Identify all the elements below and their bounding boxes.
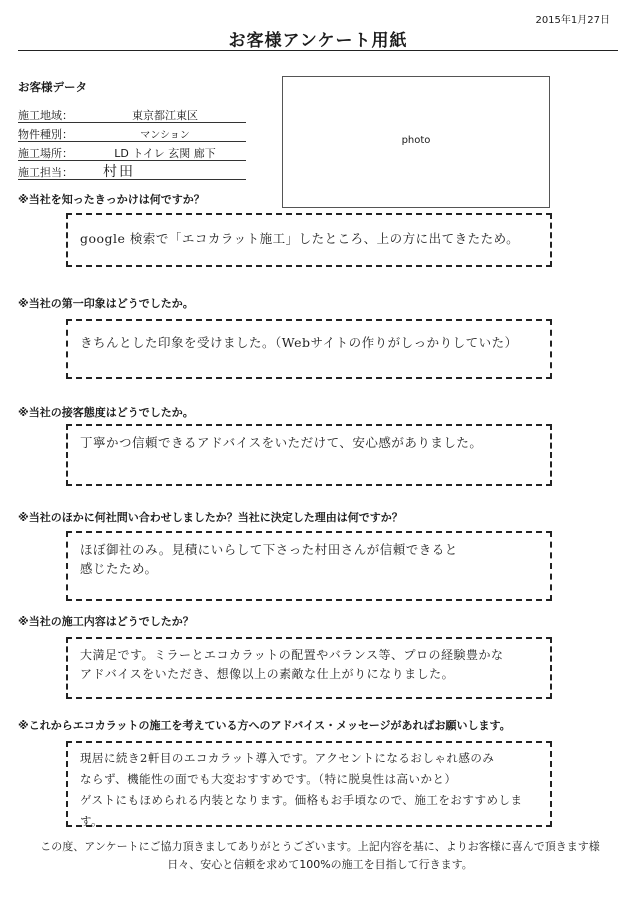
answer-box-6: 現居に続き2軒目のエコカラット導入です。アクセントになるおしゃれ感のみ ならず、機能性の面でも大変おすすめです。（特に脱臭性は高いかと） ゲストにもほめられる内装となります。価格もお手頃なので、施工をおすすめします。 bbox=[66, 741, 552, 827]
info-row-staff bbox=[18, 161, 246, 180]
title-divider bbox=[18, 50, 618, 51]
info-label: 施工場所： bbox=[18, 147, 73, 160]
closing-line-2: 日々、安心と信頼を求めて100%の施工を目指して行きます。 bbox=[167, 858, 473, 871]
info-label: 施工地域： bbox=[18, 109, 73, 122]
info-value: マンション bbox=[140, 130, 190, 141]
question-3: ※当社の接客態度はどうでしたか。 bbox=[18, 406, 194, 419]
info-row-property-type bbox=[18, 123, 246, 142]
question-6: ※これからエコカラットの施工を考えている方へのアドバイス・メッセージがあればお願いします。 bbox=[18, 719, 511, 732]
question-1: ※当社を知ったきっかけは何ですか？ bbox=[18, 193, 205, 206]
info-value: 東京都江東区 bbox=[132, 109, 198, 122]
info-row-area bbox=[18, 104, 246, 123]
question-2: ※当社の第一印象はどうでしたか。 bbox=[18, 297, 194, 310]
survey-date: 2015年1月27日 bbox=[535, 15, 610, 26]
answer-box-2: きちんとした印象を受けました。（Webサイトの作りがしっかりしていた） bbox=[66, 319, 552, 379]
info-label: 物件種別： bbox=[18, 128, 73, 141]
photo-label: photo bbox=[401, 135, 431, 146]
page-title: お客様アンケート用紙 bbox=[228, 31, 408, 51]
question-4: ※当社のほかに何社問い合わせしましたか？当社に決定した理由は何ですか？ bbox=[18, 511, 403, 524]
answer-box-1: google 検索で「エコカラット施工」したところ、上の方に出てきたため。 bbox=[66, 213, 552, 267]
answer-box-3: 丁寧かつ信頼できるアドバイスをいただけて、安心感がありました。 bbox=[66, 424, 552, 486]
info-row-location bbox=[18, 142, 246, 161]
info-value: LD トイレ 玄関 廊下 bbox=[114, 147, 216, 160]
closing-line-1: この度、アンケートにご協力頂きましてありがとうございます。上記内容を基に、よりお客様に喜んで頂きます様 bbox=[40, 840, 600, 853]
customer-data-heading: お客様データ bbox=[18, 80, 87, 94]
answer-box-5: 大満足です。ミラーとエコカラットの配置やバランス等、プロの経験豊かな アドバイスをいただき、想像以上の素敵な仕上がりになりました。 bbox=[66, 637, 552, 699]
answer-box-4: ほぼ御社のみ。見積にいらして下さった村田さんが信頼できると 感じたため。 bbox=[66, 531, 552, 601]
info-label: 施工担当： bbox=[18, 166, 73, 179]
photo-placeholder bbox=[282, 76, 550, 208]
question-5: ※当社の施工内容はどうでしたか？ bbox=[18, 615, 194, 628]
info-value-handwritten: 村田 bbox=[103, 164, 135, 180]
